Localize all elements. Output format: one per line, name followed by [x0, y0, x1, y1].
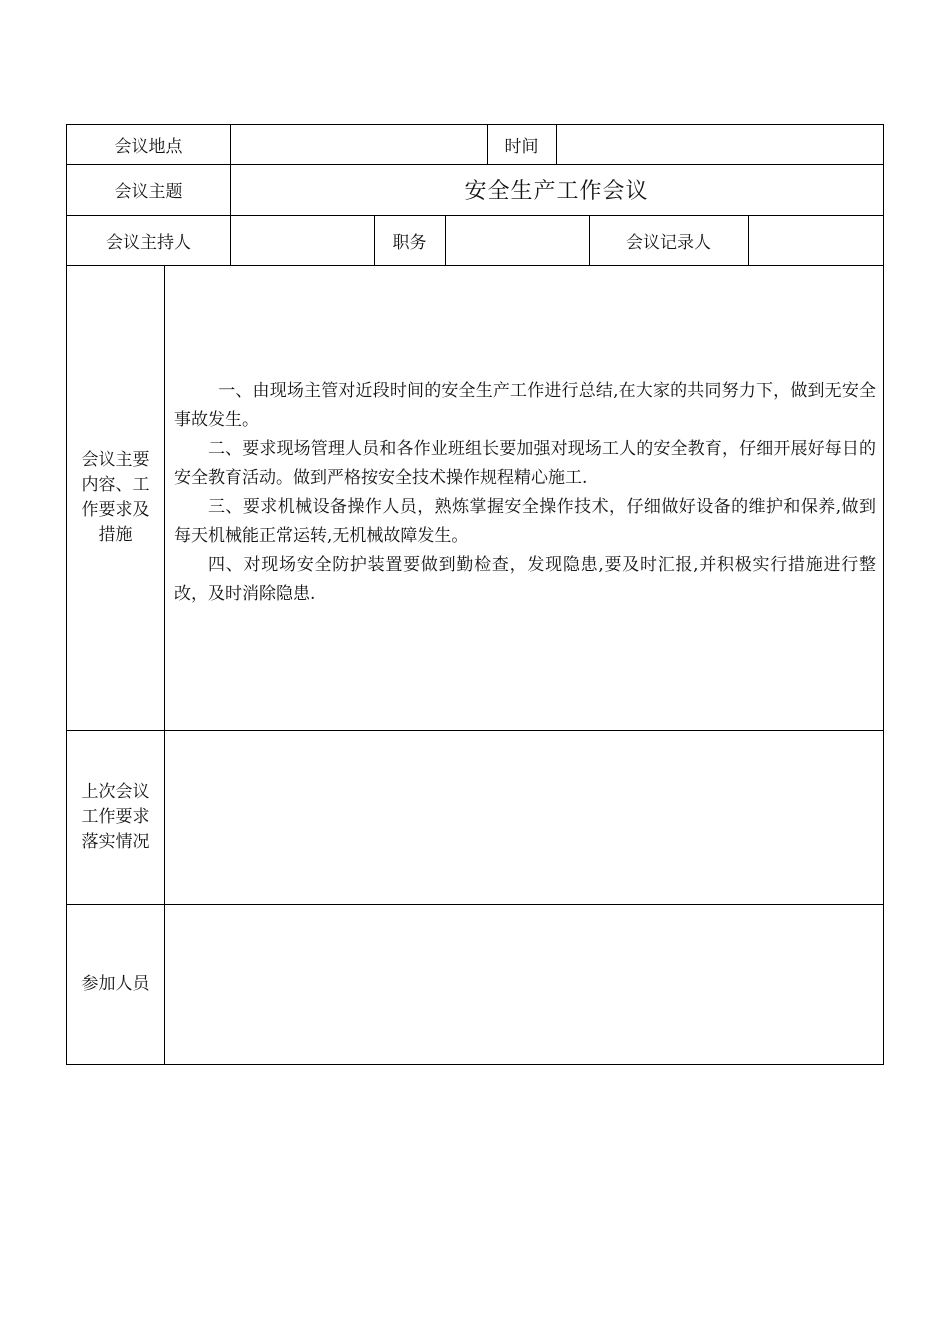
last-meeting-label: 上次会议工作要求落实情况 [81, 781, 150, 852]
content-paragraph-3: 三、要求机械设备操作人员，熟炼掌握安全操作技术，仔细做好设备的维护和保养,做到每天机械能正常运转,无机械故障发生。 [174, 497, 876, 546]
position-field[interactable] [445, 215, 589, 265]
topic-label: 会议主题 [114, 182, 183, 202]
recorder-label: 会议记录人 [626, 232, 711, 253]
time-label: 时间 [504, 137, 539, 157]
position-label: 职务 [392, 232, 427, 253]
host-label: 会议主持人 [106, 232, 191, 253]
host-field[interactable] [230, 215, 374, 265]
content-paragraph-1: 一、由现场主管对近段时间的安全生产工作进行总结,在大家的共同努力下，做到无安全事故发生。 [174, 381, 876, 430]
row-divider [67, 265, 883, 266]
time-field[interactable] [556, 125, 883, 164]
meeting-record-form [66, 124, 884, 1065]
content-paragraph-4: 四、对现场安全防护装置要做到勤检查，发现隐患,要及时汇报,并积极实行措施进行整改，及时消除隐患. [174, 555, 876, 604]
content-section-label-cell [67, 265, 164, 730]
attendees-label-cell [67, 904, 164, 1064]
recorder-field[interactable] [748, 215, 883, 265]
topic-field[interactable]: 安全生产工作会议 [464, 179, 649, 204]
content-paragraph-2: 二、要求现场管理人员和各作业班组长要加强对现场工人的安全教育，仔细开展好每日的安全教育活动。做到严格按安全技术操作规程精心施工. [174, 439, 876, 488]
content-section-body[interactable] [174, 377, 876, 609]
attendees-field[interactable] [164, 904, 883, 1064]
content-section-label: 会议主要内容、工作要求及措施 [81, 449, 150, 545]
last-meeting-field[interactable] [164, 730, 883, 904]
location-label: 会议地点 [114, 137, 183, 157]
attendees-label: 参加人员 [81, 973, 150, 994]
last-meeting-label-cell [67, 730, 164, 904]
location-field[interactable] [230, 125, 487, 164]
